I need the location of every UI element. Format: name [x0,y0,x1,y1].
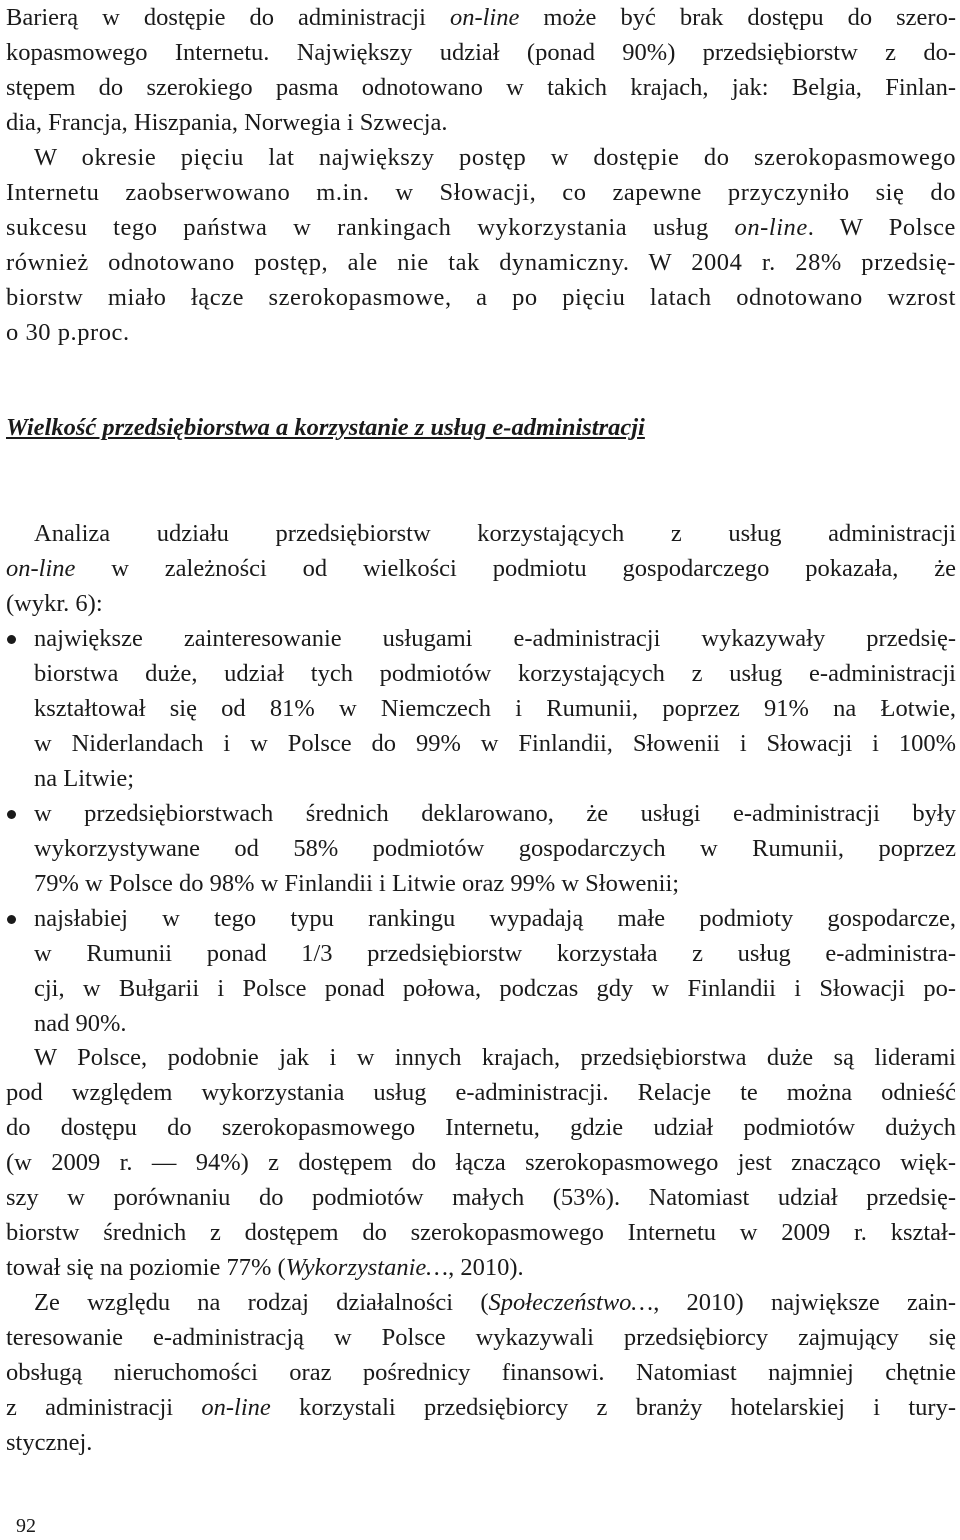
text-line: najsłabiej w tego typu rankingu wypadają małe podmioty gospodarcze, [34,905,956,932]
text-line: w Niderlandach i w Polsce do 99% w Finlandii, Słowenii i Słowacji i 100% [34,730,956,757]
text-line: pod względem wykorzystania usług e-administracji. Relacje te można odnieść [6,1079,956,1106]
text-line: W Polsce, podobnie jak i w innych krajach, przedsiębiorstwa duże są liderami [34,1044,956,1071]
text-line: Barierą w dostępie do administracji on-line może być brak dostępu do szero- [6,4,956,31]
text-line: z administracji on-line korzystali przedsiębiorcy z branży hotelarskiej i tury- [6,1394,956,1421]
text-line: o 30 p.proc. [6,319,130,346]
list-item [6,901,956,1041]
text-line: kształtował się od 81% w Niemczech i Rumunii, poprzez 91% na Łotwie, [34,695,956,722]
paragraph-activity-type [6,1285,956,1460]
text-line: biorstw miało łącze szerokopasmowe, a po pięciu latach odnotowano wzrost [6,284,956,311]
text-line: biorstw średnich z dostępem do szerokopasmowego Internetu w 2009 r. kształ- [6,1219,956,1246]
text-line: w przedsiębiorstwach średnich deklarowano, że usługi e-administracji były [34,800,956,827]
text-line: teresowanie e-administracją w Polsce wykazywali przedsiębiorcy zajmujący się [6,1324,956,1351]
section-heading: Wielkość przedsiębiorstwa a korzystanie z usług e-administracji [6,414,645,441]
text-line: również odnotowano postęp, ale nie tak dynamiczny. W 2004 r. 28% przedsię- [6,249,956,276]
text-line: biorstwa duże, udział tych podmiotów korzystających z usług e-administracji [34,660,956,687]
text-line: cji, w Bułgarii i Polsce ponad połowa, podczas gdy w Finlandii i Słowacji po- [34,975,956,1002]
text-line: nad 90%. [34,1010,127,1037]
text-line: stępem do szerokiego pasma odnotowano w takich krajach, jak: Belgia, Finlan- [6,74,956,101]
bullet-icon [7,635,16,644]
text-line: Ze względu na rodzaj działalności (Społeczeństwo…, 2010) największe zain- [34,1289,956,1316]
text-line: do dostępu do szerokopasmowego Internetu, gdzie udział podmiotów dużych [6,1114,956,1141]
text-line: w Rumunii ponad 1/3 przedsiębiorstw korzystała z usług e-administra- [34,940,956,967]
paragraph-slovakia-progress [6,140,956,350]
em-dash: — [151,1149,177,1176]
text-line: na Litwie; [34,765,135,792]
text-line: szy w porównaniu do podmiotów małych (53%). Natomiast udział przedsię- [6,1184,956,1211]
page-number: 92 [16,1515,36,1537]
text-line: on-line w zależności od wielkości podmiotu gospodarczego pokazała, że [6,555,956,582]
text-line: (w 2009 r. — 94%) z dostępem do łącza szerokopasmowego jest znacząco więk- [6,1149,956,1176]
text-line: tował się na poziomie 77% (Wykorzystanie…, 2010). [6,1254,524,1281]
text-line: kopasmowego Internetu. Największy udział (ponad 90%) przedsiębiorstw z do- [6,39,956,66]
bullet-icon [7,915,16,924]
text-line: 79% w Polsce do 98% w Finlandii i Litwie oraz 99% w Słowenii; [34,870,680,897]
text-line: wykorzystywane od 58% podmiotów gospodarczych w Rumunii, poprzez [34,835,956,862]
text-line: sukcesu tego państwa w rankingach wykorzystania usług on-line. W Polsce [6,214,956,241]
text-line: stycznej. [6,1429,93,1456]
text-line: dia, Francja, Hiszpania, Norwegia i Szwecja. [6,109,448,136]
paragraph-analysis-intro [6,516,956,621]
text-line: Internetu zaobserwowano m.in. w Słowacji, co zapewne przyczyniło się do [6,179,956,206]
text-line: W okresie pięciu lat największy postęp w dostępie do szerokopasmowego [34,144,956,171]
paragraph-poland-leaders [6,1040,956,1285]
text-line: Analiza udziału przedsiębiorstw korzystających z usług administracji [34,520,956,547]
bullet-list [6,621,956,1041]
paragraph-broadband-barrier [6,0,956,140]
list-item [6,796,956,901]
text-line: największe zainteresowanie usługami e-administracji wykazywały przedsię- [34,625,956,652]
bullet-icon [7,810,16,819]
text-line: (wykr. 6): [6,590,103,617]
list-item [6,621,956,796]
text-line: obsługą nieruchomości oraz pośrednicy finansowi. Natomiast najmniej chętnie [6,1359,956,1386]
